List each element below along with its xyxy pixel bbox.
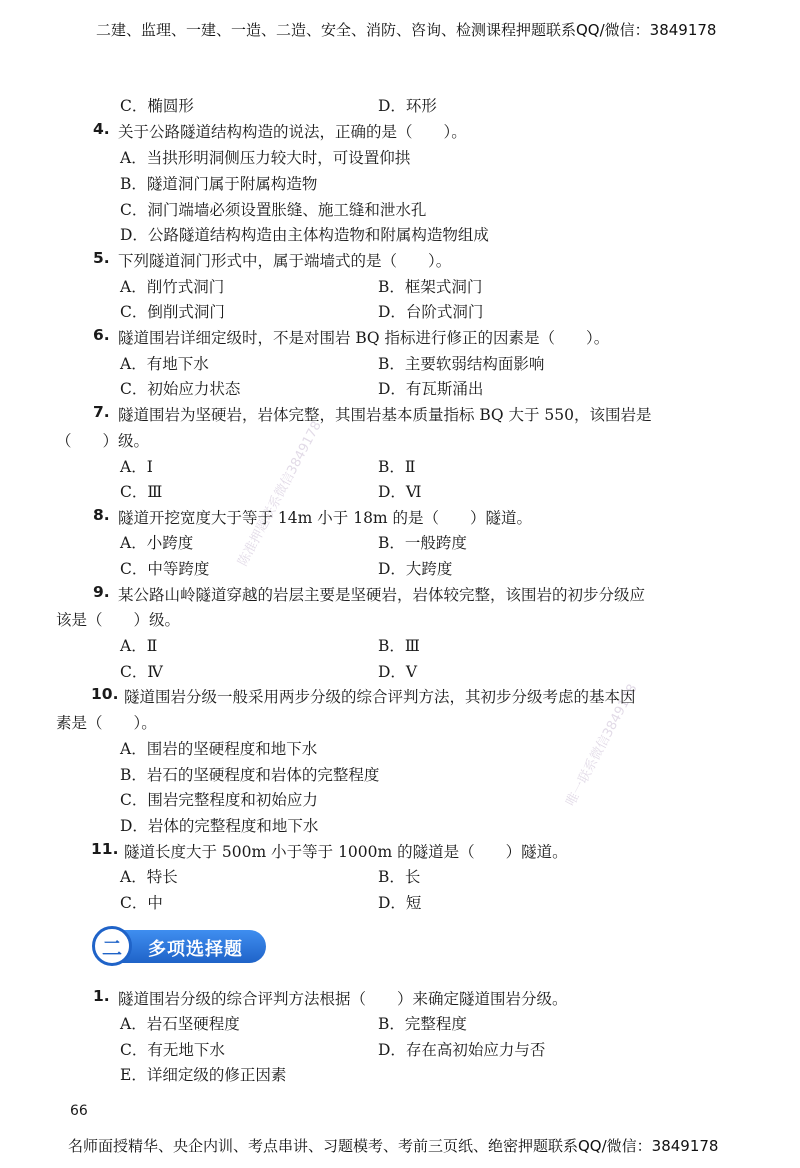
question-stem: 关于公路隧道结构构造的说法，正确的是（ ）。 [118, 123, 467, 141]
option-d: D．存在高初始应力与否 [378, 1041, 546, 1059]
question-stem-continued: （ ）级。 [56, 432, 150, 450]
question-stem: 隧道长度大于 500m 小于等于 1000m 的隧道是（ ）隧道。 [124, 843, 568, 861]
section-title: 多项选择题 [148, 939, 243, 960]
option-e: E．详细定级的修正因素 [120, 1066, 287, 1084]
option-c: C．Ⅲ [120, 483, 163, 501]
question-number: 11. [91, 840, 119, 858]
option-a: A．Ⅱ [120, 637, 158, 655]
option-b: B．隧道洞门属于附属构造物 [120, 175, 318, 193]
option-a: A．削竹式洞门 [120, 278, 225, 296]
question-number: 10. [91, 685, 119, 703]
question-number: 8. [93, 506, 110, 524]
option-b: B．一般跨度 [378, 534, 467, 552]
option-a: A．岩石坚硬程度 [120, 1015, 240, 1033]
option-c: C．围岩完整程度和初始应力 [120, 791, 318, 809]
option-d: D．大跨度 [378, 560, 453, 578]
option-a: A．当拱形明洞侧压力较大时，可设置仰拱 [120, 149, 411, 167]
section-header [92, 926, 267, 966]
option-c: C．Ⅳ [120, 663, 163, 681]
option-c: C．洞门端墙必须设置胀缝、施工缝和泄水孔 [120, 201, 427, 219]
question-stem: 隧道围岩详细定级时，不是对围岩 BQ 指标进行修正的因素是（ ）。 [118, 329, 610, 347]
question-stem: 隧道围岩分级一般采用两步分级的综合评判方法，其初步分级考虑的基本因 [124, 688, 636, 706]
option-b: B．长 [378, 868, 421, 886]
question-number: 4. [93, 120, 110, 138]
option-d: D．Ⅴ [378, 663, 418, 681]
question-number: 1. [93, 987, 110, 1005]
option-d: D．岩体的完整程度和地下水 [120, 817, 319, 835]
option-c: C．倒削式洞门 [120, 303, 225, 321]
watermark: 唯一联系微信3849178 [563, 681, 641, 809]
bottom-banner: 名师面授精华、央企内训、考点串讲、习题模考、考前三页纸、绝密押题联系QQ/微信：3849178 [68, 1137, 719, 1155]
question-stem: 隧道围岩为坚硬岩，岩体完整，其围岩基本质量指标 BQ 大于 550，该围岩是 [118, 406, 652, 424]
option-c: C．中等跨度 [120, 560, 210, 578]
option-d: D．Ⅵ [378, 483, 422, 501]
question-number: 5. [93, 249, 110, 267]
question-stem-continued: 该是（ ）级。 [56, 611, 181, 629]
option-b: B．完整程度 [378, 1015, 467, 1033]
question-stem: 某公路山岭隧道穿越的岩层主要是坚硬岩，岩体较完整，该围岩的初步分级应 [118, 586, 646, 604]
question-number: 9. [93, 583, 110, 601]
option-d: D．公路隧道结构构造由主体构造物和附属构造物组成 [120, 226, 489, 244]
option-c: C．椭圆形 [120, 97, 194, 115]
section-badge-label: 二 [102, 935, 122, 960]
page-number: 66 [70, 1103, 88, 1119]
option-a: A．围岩的坚硬程度和地下水 [120, 740, 318, 758]
top-banner: 二建、监理、一建、一造、二造、安全、消防、咨询、检测课程押题联系QQ/微信：3849178 [96, 21, 717, 39]
watermark: 陈准押题联系微信3849178 [235, 418, 325, 569]
option-b: B．岩石的坚硬程度和岩体的完整程度 [120, 766, 380, 784]
option-d: D．短 [378, 894, 422, 912]
option-a: A．Ⅰ [120, 458, 153, 476]
option-c: C．有无地下水 [120, 1041, 225, 1059]
option-d: D．环形 [378, 97, 437, 115]
section-badge [92, 926, 132, 966]
option-b: B．Ⅲ [378, 637, 420, 655]
question-stem: 隧道围岩分级的综合评判方法根据（ ）来确定隧道围岩分级。 [118, 990, 568, 1008]
option-b: B．框架式洞门 [378, 278, 483, 296]
option-a: A．有地下水 [120, 355, 209, 373]
option-b: B．主要软弱结构面影响 [378, 355, 545, 373]
option-d: D．台阶式洞门 [378, 303, 484, 321]
option-a: A．小跨度 [120, 534, 194, 552]
option-c: C．中 [120, 894, 163, 912]
question-stem: 隧道开挖宽度大于等于 14m 小于 18m 的是（ ）隧道。 [118, 509, 533, 527]
question-number: 6. [93, 326, 110, 344]
option-b: B．Ⅱ [378, 458, 416, 476]
option-d: D．有瓦斯涌出 [378, 380, 484, 398]
option-a: A．特长 [120, 868, 178, 886]
question-number: 7. [93, 403, 110, 421]
option-c: C．初始应力状态 [120, 380, 241, 398]
question-stem: 下列隧道洞门形式中，属于端墙式的是（ ）。 [118, 252, 452, 270]
question-stem-continued: 素是（ ）。 [56, 714, 157, 732]
